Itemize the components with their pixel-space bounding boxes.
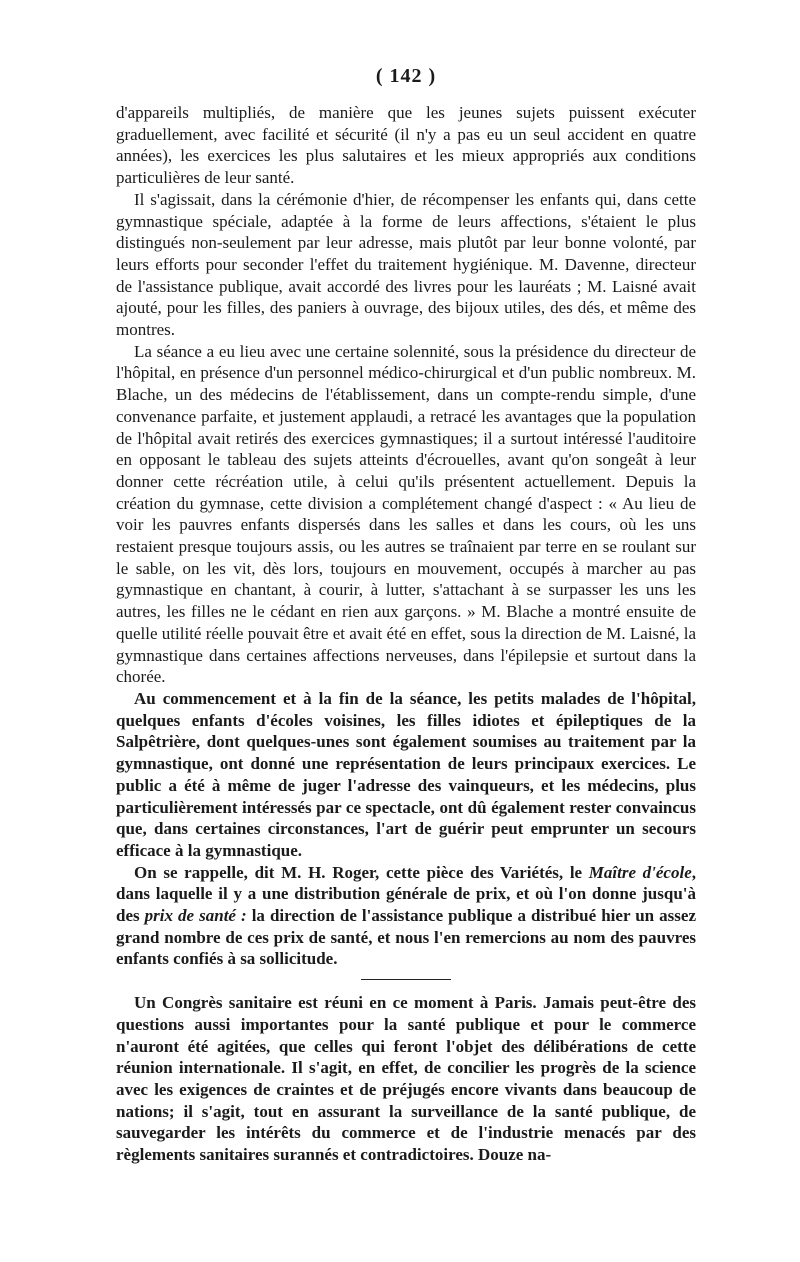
- paragraph-commencement: Au commencement et à la fin de la séance, les petits malades de l'hôpital, quelques enfants d'écoles voisines, les filles idiotes et épileptiques de la Salpêtrière, dont quelques-unes sont également soumises au traitement par la gymnastique, ont donné une représentation de leurs principaux exercices. Le public a été à même de juger l'adresse des vainqueurs, et les médecins, plus particulièrement intéressés par ce spectacle, ont dû également rester convaincus que, dans certaines circonstances, l'art de guérir peut emprunter un secours efficace à la gymnastique.: [116, 688, 696, 860]
- paragraph-roger: [116, 862, 696, 971]
- section-divider: [361, 979, 451, 980]
- paragraph-congres: Un Congrès sanitaire est réuni en ce moment à Paris. Jamais peut-être des questions aussi importantes pour la santé publique et pour le commerce n'auront été agitées, que celles qui feront l'objet des délibérations de cette réunion internationale. Il s'agit, en effet, de concilier les progrès de la science avec les exigences de craintes et de préjugés encore vivants dans beaucoup de nations; il s'agit, tout en assurant la surveillance de la santé publique, de sauvegarder les intérêts du commerce et de l'industrie menacés par des règlements sanitaires surannés et contradictoires. Douze na-: [116, 993, 696, 1165]
- play-title: Maître d'école: [588, 862, 692, 882]
- paragraph-appareils: d'appareils multipliés, de manière que les jeunes sujets puissent exécuter graduellement, avec facilité et sécurité (il n'y a pas eu un seul accident en quatre années), les exercices les plus salutaires et les mieux appropriés aux conditions particulières de leur santé.: [116, 103, 696, 188]
- page-number: ( 142 ): [375, 65, 437, 87]
- prize-phrase: prix de santé :: [144, 906, 247, 926]
- paragraph-seance: La séance a eu lieu avec une certaine solennité, sous la présidence du directeur de l'hôpital, en présence d'un personnel médico-chirurgical et d'un public nombreux. M. Blache, un des médecins de l'établissement, dans un compte-rendu simple, d'une convenance parfaite, et justement applaudi, a retracé les avantages que la population de l'hôpital avait retirés des exercices gymnastiques; il a surtout intéressé l'auditoire en opposant le tableau des sujets atteints d'écrouelles, avant qu'on songeât à leur donner cette récréation utile, à celui qu'ils présentent actuellement. Depuis la création du gymnase, cette division a complétement changé d'aspect : « Au lieu de voir les pauvres enfants dispersés dans les salles et dans les cours, où les uns restaient presque toujours assis, ou les autres se traînaient par terre en se roulant sur le sable, on les vit, dès lors, toujours en mouvement, occupés à marcher au pas gymnastique en chantant, à courir, à lutter, s'attachant à se surpasser les uns les autres, les filles ne le cédant en rien aux garçons. » M. Blache a montré ensuite de quelle utilité réelle pouvait être et avait été en effet, sous la direction de M. Laisné, la gymnastique dans certaines affections nerveuses, dans l'épilepsie et surtout dans la chorée.: [116, 341, 696, 687]
- roger-text-middle: , dans laquelle il y a une distribution générale de prix, et où l'on donne jusqu'à des: [116, 862, 696, 926]
- paragraph-ceremonie: Il s'agissait, dans la cérémonie d'hier, de récompenser les enfants qui, dans cette gymnastique spéciale, adaptée à la forme de leurs affections, s'étaient le plus distingués non-seulement par leur adresse, mais plutôt par leur bonne volonté, par leurs efforts pour seconder l'effet du traitement hygiénique. M. Davenne, directeur de l'assistance publique, avait accordé des livres pour les lauréats ; M. Laisné avait ajouté, pour les filles, des paniers à ouvrage, des bijoux utiles, des dés, et même des montres.: [116, 189, 696, 340]
- roger-text-start: On se rappelle, dit M. H. Roger, cette pièce des Variétés, le: [134, 862, 589, 882]
- roger-text-end: la direction de l'assistance publique a distribué hier un assez grand nombre de ces prix de santé, et nous l'en remercions au nom des pauvres enfants confiés à sa sollicitude.: [116, 906, 696, 969]
